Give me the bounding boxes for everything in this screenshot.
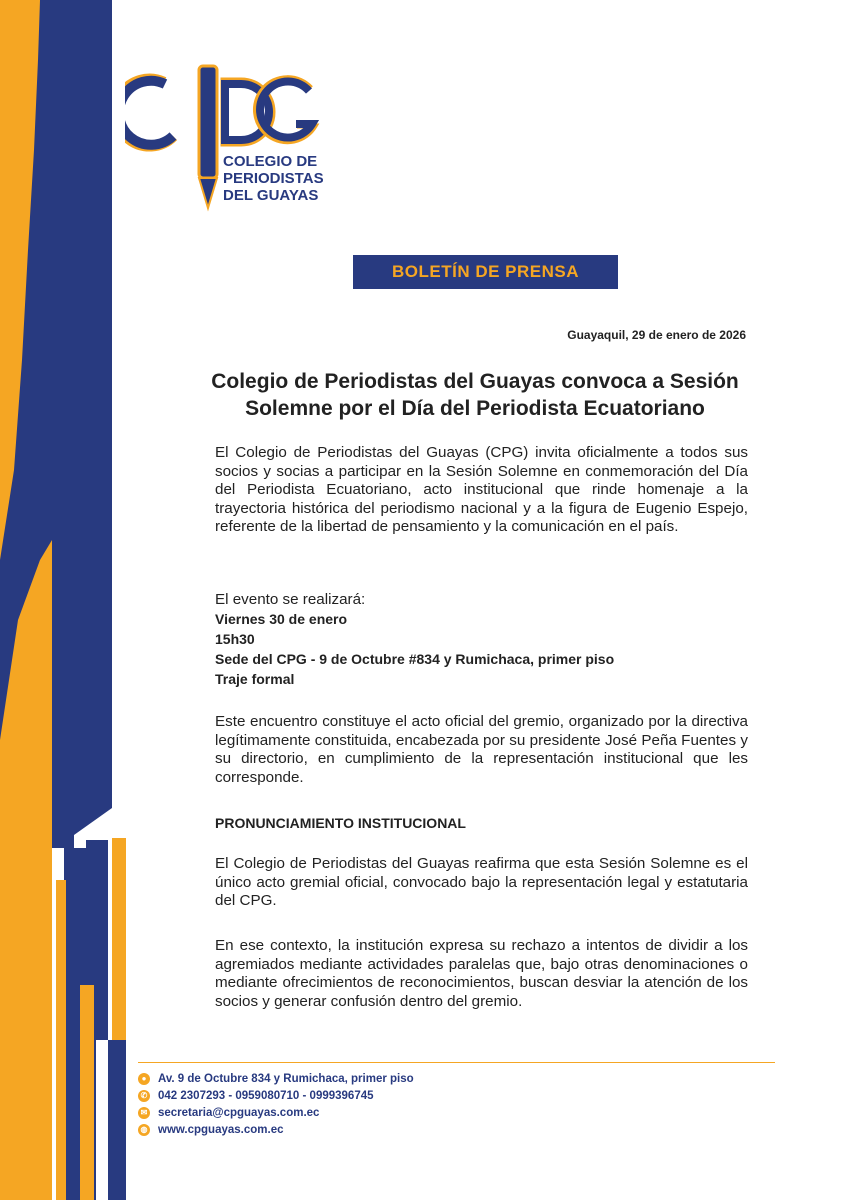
contact-phones [138, 1087, 414, 1104]
email-icon: ✉ [138, 1107, 150, 1119]
paragraph-rejection: En ese contexto, la institución expresa su rechazo a intentos de dividir a los agremiados mediante actividades paralelas que, bajo otras denominaciones o mediante ofrecimientos de reconocimientos, buscan desviar la atención de los socios y generar confusión dentro del gremio. [215, 937, 748, 1010]
svg-text:DEL GUAYAS: DEL GUAYAS [223, 187, 319, 204]
paragraph-reaffirm: El Colegio de Periodistas del Guayas reafirma que esta Sesión Solemne es el único acto gremial oficial, convocado bajo la representación legal y estatutaria del CPG. [215, 855, 748, 910]
contact-web[interactable] [138, 1121, 414, 1138]
headline-line-2: Solemne por el Día del Periodista Ecuatoriano [245, 397, 705, 420]
event-place: Sede del CPG - 9 de Octubre #834 y Rumichaca, primer piso [215, 651, 615, 667]
cpg-logo [125, 58, 325, 213]
event-day: Viernes 30 de enero [215, 611, 348, 627]
press-release-banner: BOLETÍN DE PRENSA [353, 255, 618, 289]
event-details [215, 609, 748, 689]
address-text: Av. 9 de Octubre 834 y Rumichaca, primer piso [158, 1072, 414, 1085]
headline [205, 368, 745, 422]
paragraph-invitation: El Colegio de Periodistas del Guayas (CPG) invita oficialmente a todos sus socios y socias a participar en la Sesión Solemne en conmemoración del Día del Periodista Ecuatoriano, acto institucional que rinde homenaje a la trayectoria histórica del periodismo nacional y a la figura de Eugenio Espejo, referente de la libertad de pensamiento y la comunicación en el país. [215, 444, 748, 536]
contact-email[interactable] [138, 1104, 414, 1121]
date-line: Guayaquil, 29 de enero de 2026 [567, 328, 746, 342]
web-text[interactable]: www.cpguayas.com.ec [158, 1123, 284, 1136]
event-intro: El evento se realizará: [215, 591, 366, 608]
svg-text:PERIODISTAS: PERIODISTAS [223, 170, 324, 187]
contact-block [138, 1070, 414, 1138]
svg-text:COLEGIO DE: COLEGIO DE [223, 153, 318, 170]
headline-line-1: Colegio de Periodistas del Guayas convoca a Sesión [211, 370, 739, 393]
section-heading: PRONUNCIAMIENTO INSTITUCIONAL [215, 815, 466, 831]
location-icon: ● [138, 1073, 150, 1085]
paragraph-official-act: Este encuentro constituye el acto oficial del gremio, organizado por la directiva legítimamente constituida, encabezada por su presidente José Peña Fuentes y su directorio, en cumplimiento de la representación institucional que les corresponde. [215, 713, 748, 786]
phone-icon: ✆ [138, 1090, 150, 1102]
footer-divider [138, 1062, 775, 1063]
event-dress: Traje formal [215, 671, 295, 687]
contact-address [138, 1070, 414, 1087]
phones-text: 042 2307293 - 0959080710 - 0999396745 [158, 1089, 374, 1102]
event-time: 15h30 [215, 631, 255, 647]
web-icon: ◍ [138, 1124, 150, 1136]
email-text[interactable]: secretaria@cpguayas.com.ec [158, 1106, 320, 1119]
